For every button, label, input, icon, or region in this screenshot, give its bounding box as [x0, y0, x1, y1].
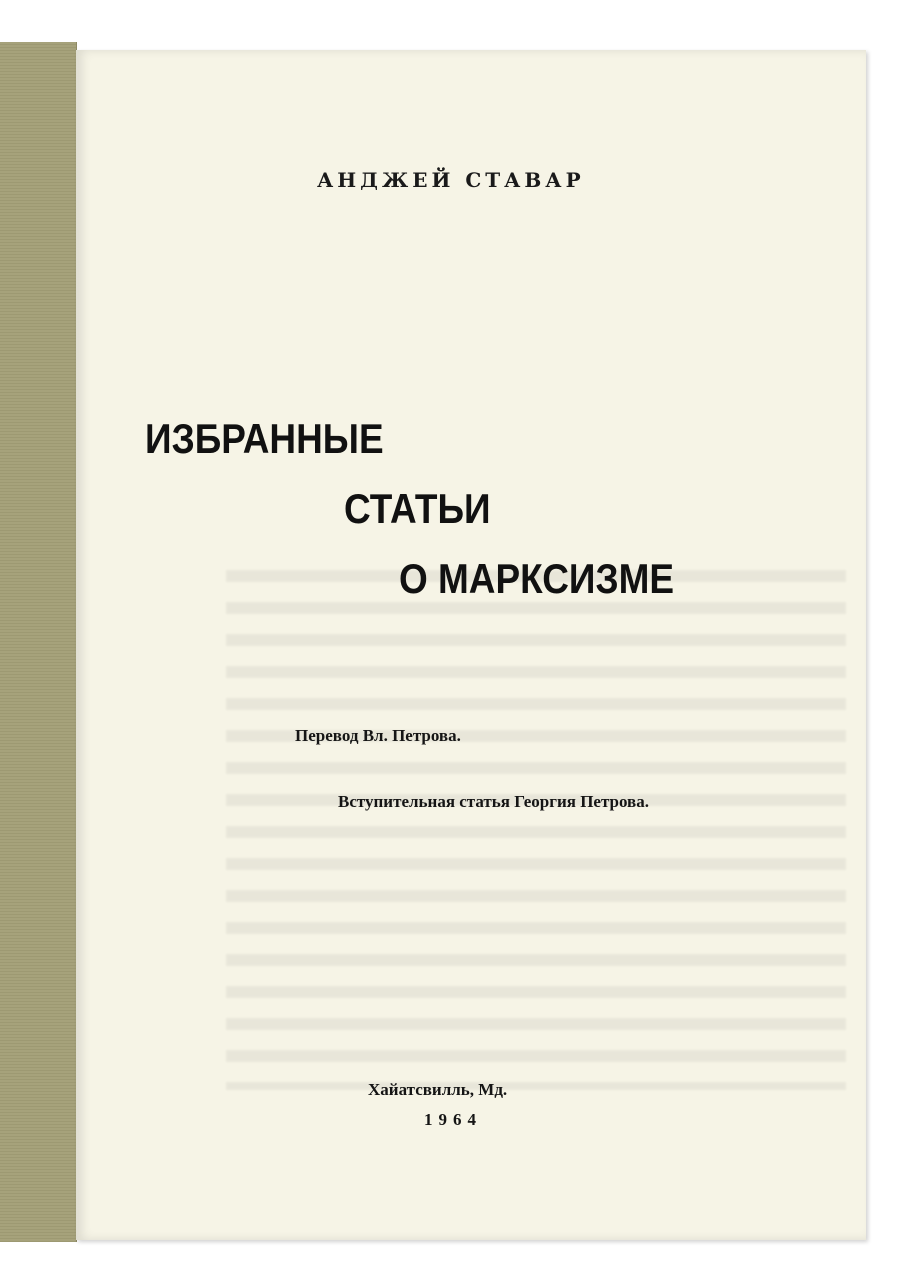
- publication-place: Хайатсвилль, Мд.: [368, 1080, 508, 1099]
- introduction-credit: Вступительная статья Георгия Петрова.: [338, 792, 649, 811]
- publication-year: 1964: [424, 1110, 482, 1129]
- title-line-1: ИЗБРАННЫЕ: [145, 415, 384, 462]
- title-line-3: О МАРКСИЗМЕ: [399, 555, 675, 602]
- book-spine: [0, 42, 77, 1242]
- show-through-text: [226, 570, 846, 1090]
- author-name: АНДЖЕЙ СТАВАР: [317, 168, 585, 192]
- title-line-2: СТАТЬИ: [344, 485, 491, 532]
- book: [0, 42, 866, 1242]
- title-page: [76, 50, 866, 1240]
- translation-credit: Перевод Вл. Петрова.: [295, 726, 461, 745]
